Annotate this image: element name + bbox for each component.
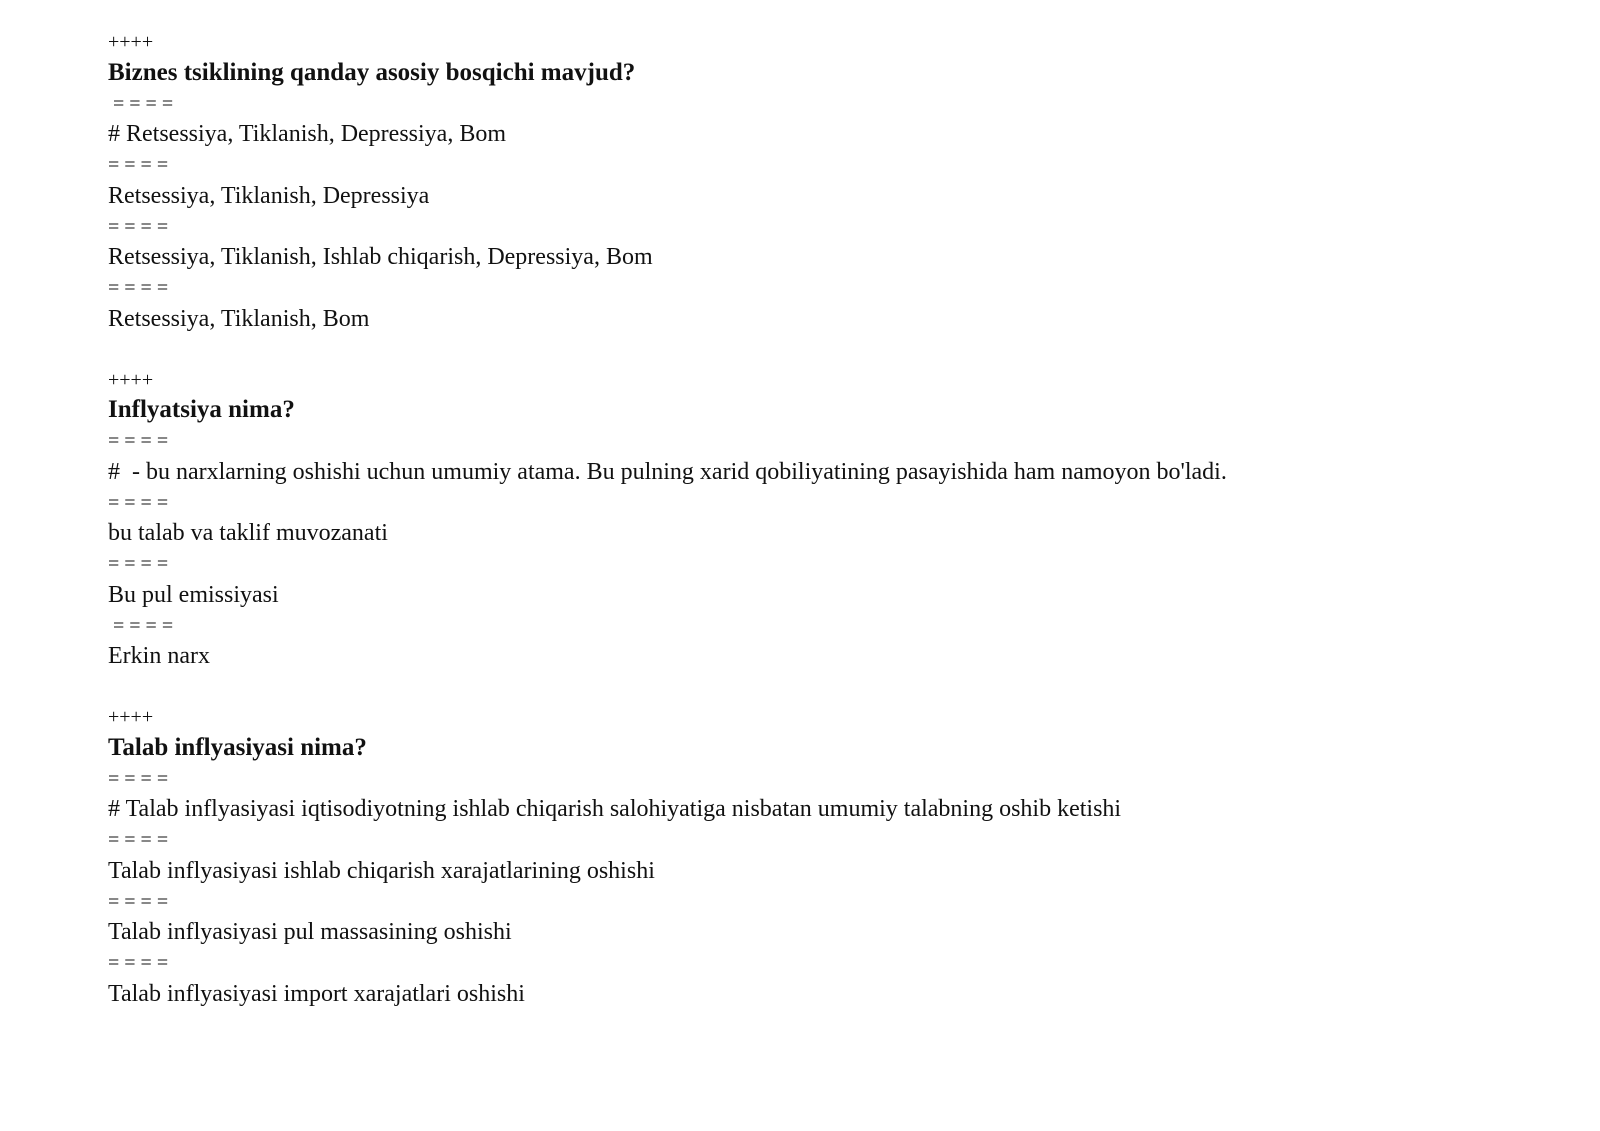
answer-separator: = = = = — [108, 767, 169, 790]
answer-option: Talab inflyasiyasi ishlab chiqarish xarajatlarining oshishi — [108, 857, 655, 884]
answer-separator: = = = = — [108, 491, 169, 514]
question-text: Inflyatsiya nima? — [108, 396, 295, 424]
answer-option: Bu pul emissiyasi — [108, 581, 279, 608]
document-page — [108, 27, 1568, 1010]
answer-option-correct: # - bu narxlarning oshishi uchun umumiy atama. Bu pulning xarid qobiliyatining pasayishida ham namoyon bo'ladi. — [108, 458, 1227, 485]
answer-option: bu talab va taklif muvozanati — [108, 520, 388, 547]
question-marker: ++++ — [108, 368, 154, 391]
answer-separator: = = = = — [108, 553, 169, 575]
question-block-1 — [108, 27, 1568, 335]
answer-separator: = = = = — [108, 154, 169, 176]
question-block-2 — [108, 365, 1568, 673]
answer-option: Talab inflyasiyasi pul massasining oshishi — [108, 919, 512, 946]
answer-option: Talab inflyasiyasi import xarajatlari oshishi — [108, 980, 525, 1007]
answer-option: Erkin narx — [108, 643, 210, 670]
question-marker: ++++ — [108, 31, 154, 53]
question-text: Talab inflyasiyasi nima? — [108, 733, 367, 761]
answer-separator: = = = = — [108, 952, 169, 974]
answer-separator: = = = = — [108, 890, 169, 913]
question-block-3 — [108, 702, 1568, 1010]
answer-option: Retsessiya, Tiklanish, Ishlab chiqarish, Depressiya, Bom — [108, 244, 653, 271]
answer-option-correct: # Talab inflyasiyasi iqtisodiyotning ishlab chiqarish salohiyatiga nisbatan umumiy talabning oshib ketishi — [108, 796, 1122, 823]
answer-option: Retsessiya, Tiklanish, Bom — [108, 305, 370, 332]
answer-separator: = = = = — [108, 829, 169, 851]
answer-option-correct: # Retsessiya, Tiklanish, Depressiya, Bom — [108, 121, 507, 148]
answer-option: Retsessiya, Tiklanish, Depressiya — [108, 182, 430, 209]
answer-separator: = = = = — [108, 215, 169, 238]
answer-separator: = = = = — [108, 614, 174, 637]
answer-separator: = = = = — [108, 92, 174, 115]
question-marker: ++++ — [108, 706, 154, 728]
answer-separator: = = = = — [108, 277, 169, 299]
answer-separator: = = = = — [108, 430, 169, 452]
question-text: Biznes tsiklining qanday asosiy bosqichi mavjud? — [108, 58, 636, 86]
